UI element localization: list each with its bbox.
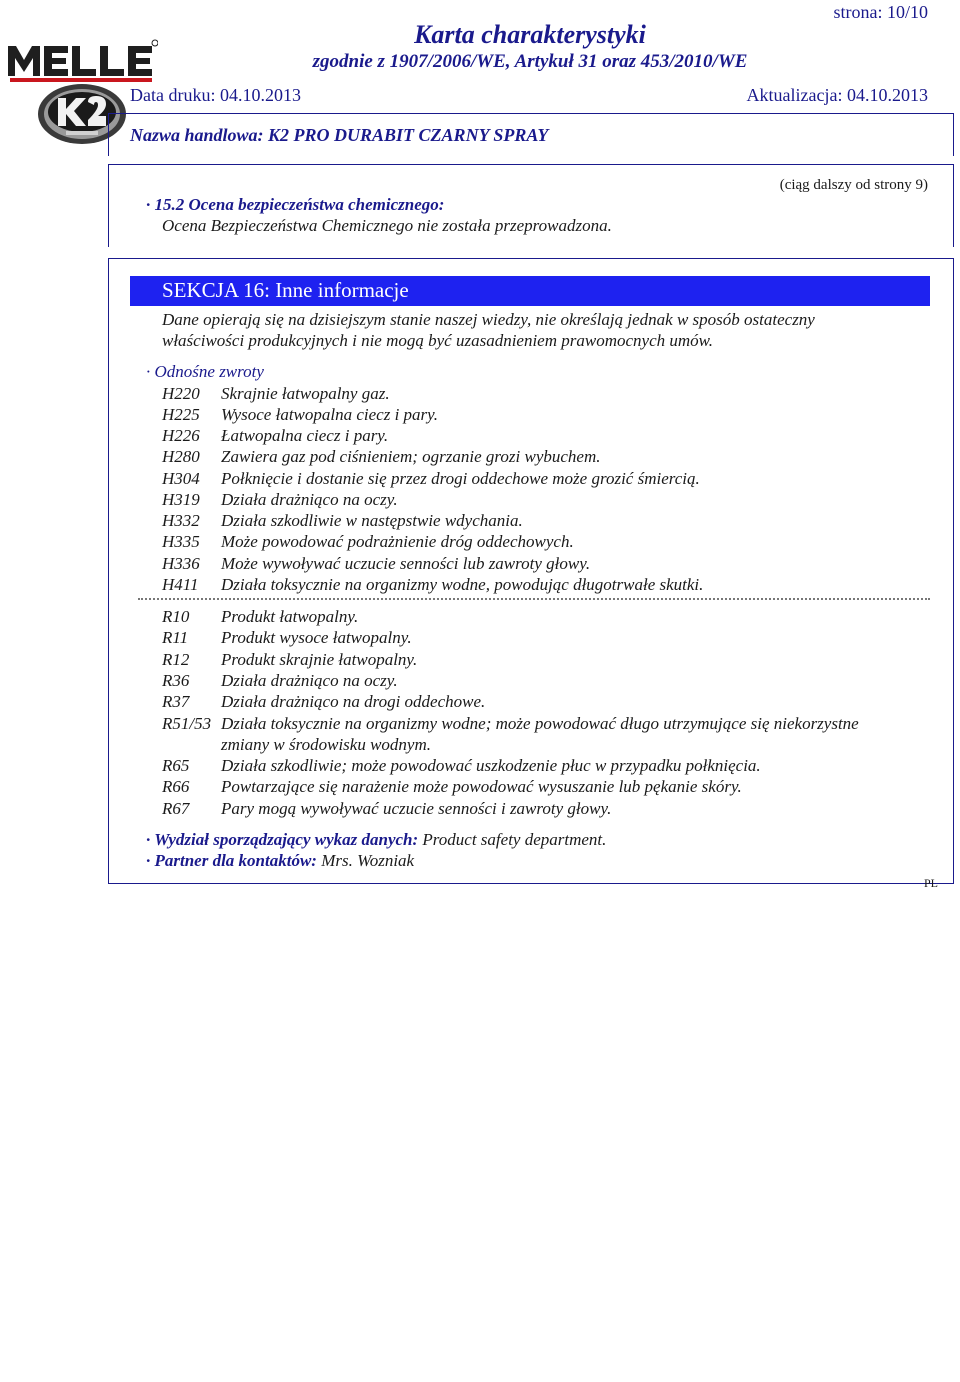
r-phrase-text: Działa drażniąco na drogi oddechowe.	[221, 692, 486, 711]
r-phrase-text: Pary mogą wywoływać uczucie senności i zawroty głowy.	[221, 799, 612, 818]
relevant-phrases-title: · Odnośne zwroty	[146, 362, 264, 381]
h-phrase-text: Działa szkodliwie w następstwie wdychania.	[221, 511, 523, 530]
h-phrase-text: Zawiera gaz pod ciśnieniem; ogrzanie grozi wybuchem.	[221, 447, 601, 466]
h-phrase-code: H280	[162, 447, 200, 466]
r-phrase-text: Działa toksycznie na organizmy wodne; może powodować długo utrzymujące się niekorzystne	[221, 714, 859, 733]
h-phrase-code: H319	[162, 490, 200, 509]
section-16-title: SEKCJA 16: Inne informacje	[162, 278, 409, 302]
r-phrase-text: Produkt skrajnie łatwopalny.	[221, 650, 418, 669]
intro-text-line-2: właściwości produkcyjnych i nie mogą być uzasadnieniem prawomocnych umów.	[162, 331, 713, 350]
dotted-separator	[138, 598, 930, 600]
contact-label: · Partner dla kontaktów:	[146, 851, 317, 870]
intro-text-line-1: Dane opierają się na dzisiejszym stanie naszej wiedzy, nie określają jednak w sposób ostateczny	[162, 310, 815, 329]
r-phrase-text: Działa szkodliwie; może powodować uszkodzenie płuc w przypadku połknięcia.	[221, 756, 761, 775]
r-phrase-code: R10	[162, 607, 190, 626]
r-phrase-code: R12	[162, 650, 190, 669]
update-date: Aktualizacja: 04.10.2013	[746, 85, 928, 105]
trade-name: Nazwa handlowa: K2 PRO DURABIT CZARNY SPRAY	[130, 125, 549, 145]
prepared-by-label: · Wydział sporządzający wykaz danych:	[146, 830, 419, 849]
h-phrase-code: H335	[162, 532, 200, 551]
r-phrase-text: Produkt wysoce łatwopalny.	[221, 628, 412, 647]
h-phrase-text: Działa toksycznie na organizmy wodne, powodując długotrwałe skutki.	[221, 575, 704, 594]
melle-logo	[6, 36, 158, 84]
h-phrase-code: H226	[162, 426, 200, 445]
r-phrase-code: R37	[162, 692, 190, 711]
document-title: Karta charakterystyki	[414, 20, 646, 49]
h-phrase-code: H332	[162, 511, 200, 530]
page-number: strona: 10/10	[833, 2, 928, 22]
prepared-by-value: Product safety department.	[418, 830, 607, 849]
h-phrase-text: Łatwopalna ciecz i pary.	[221, 426, 389, 445]
r-phrase-text: Produkt łatwopalny.	[221, 607, 359, 626]
h-phrase-code: H225	[162, 405, 200, 424]
h-phrase-code: H220	[162, 384, 200, 403]
continued-note: (ciąg dalszy od strony 9)	[779, 177, 928, 193]
h-phrase-text: Połknięcie i dostanie się przez drogi oddechowe może grozić śmiercią.	[221, 469, 700, 488]
h-phrase-text: Może powodować podrażnienie dróg oddechowych.	[221, 532, 574, 551]
section-15-2-text: Ocena Bezpieczeństwa Chemicznego nie została przeprowadzona.	[162, 216, 612, 235]
r-phrase-code: R67	[162, 799, 190, 818]
h-phrase-text: Wysoce łatwopalna ciecz i pary.	[221, 405, 439, 424]
print-date: Data druku: 04.10.2013	[130, 85, 301, 105]
r-phrase-text-continued: zmiany w środowisku wodnym.	[221, 735, 431, 754]
r-phrase-code: R51/53	[162, 714, 212, 733]
r-phrase-text: Działa drażniąco na oczy.	[221, 671, 398, 690]
h-phrase-code: H411	[162, 575, 199, 594]
contact-value: Mrs. Wozniak	[316, 851, 415, 870]
h-phrase-code: H304	[162, 469, 200, 488]
r-phrase-text: Powtarzające się narażenie może powodować wysuszanie lub pękanie skóry.	[221, 777, 742, 796]
h-phrase-text: Może wywoływać uczucie senności lub zawroty głowy.	[221, 554, 591, 573]
prepared-by-row	[146, 830, 606, 850]
section-15-2-title: · 15.2 Ocena bezpieczeństwa chemicznego:	[146, 195, 445, 214]
h-phrase-text: Skrajnie łatwopalny gaz.	[221, 384, 390, 403]
r-phrase-code: R11	[162, 628, 189, 647]
document-subtitle: zgodnie z 1907/2006/WE, Artykuł 31 oraz 453/2010/WE	[312, 51, 748, 72]
language-code: PL	[923, 876, 938, 890]
h-phrase-code: H336	[162, 554, 200, 573]
contact-row	[146, 851, 414, 871]
r-phrase-code: R65	[162, 756, 190, 775]
r-phrase-code: R36	[162, 671, 190, 690]
h-phrase-text: Działa drażniąco na oczy.	[221, 490, 398, 509]
r-phrase-code: R66	[162, 777, 190, 796]
